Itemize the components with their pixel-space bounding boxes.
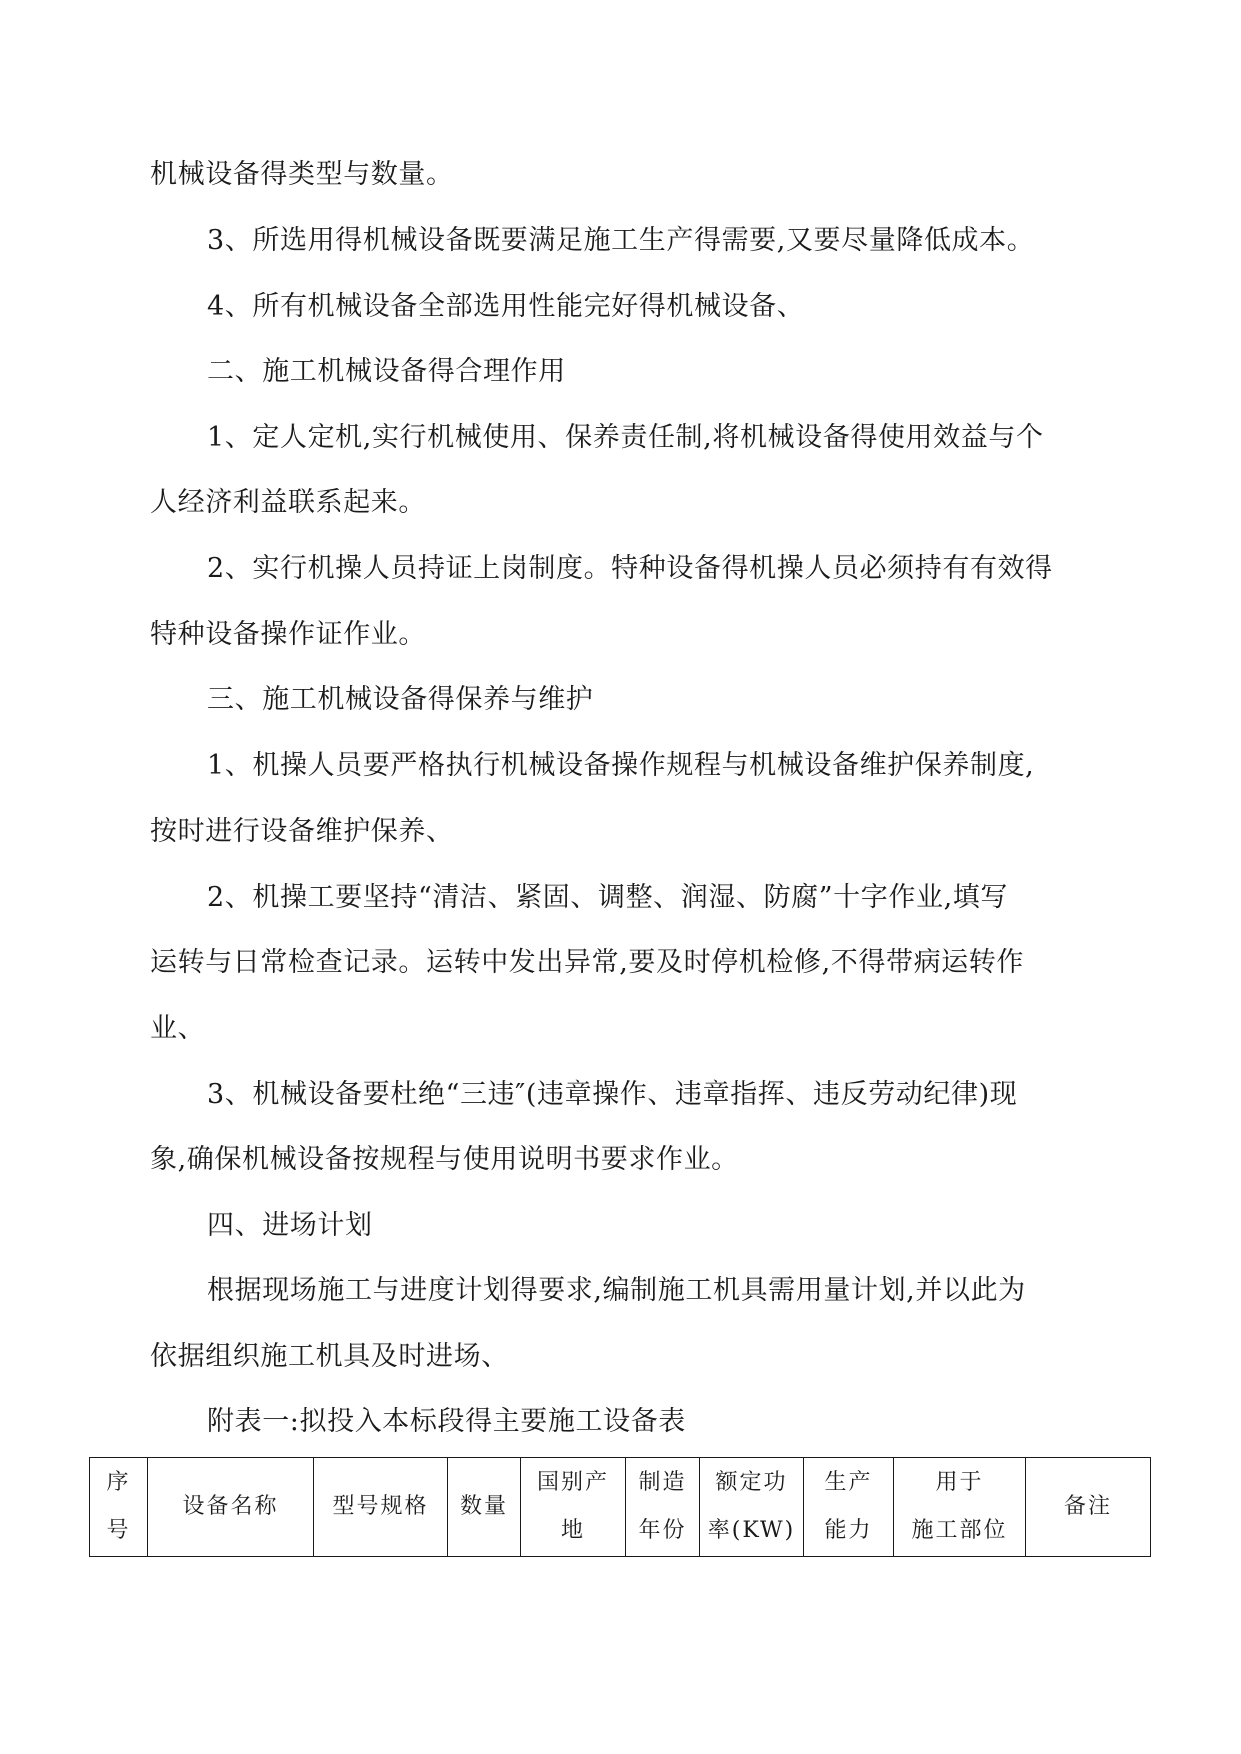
header-cell-remarks — [1026, 1458, 1151, 1557]
header-text: 序 — [106, 1470, 131, 1495]
header-text: 地 — [560, 1518, 585, 1543]
header-cell-manufacture-year — [626, 1458, 700, 1557]
header-text: 设备名称 — [182, 1494, 279, 1519]
header-text: 生产 — [824, 1470, 873, 1495]
paragraph-3-3-line-2: 象,确保机械设备按规程与使用说明书要求作业。 — [150, 1144, 739, 1175]
header-cell-equipment-name — [148, 1458, 314, 1557]
paragraph-3-1-line-1: 1、机操人员要严格执行机械设备操作规程与机械设备维护保养制度, — [207, 750, 1035, 781]
header-text: 额定功 — [715, 1470, 788, 1495]
paragraph-continuation: 机械设备得类型与数量。 — [150, 159, 454, 190]
header-text: 号 — [106, 1518, 131, 1543]
header-text: 数量 — [459, 1494, 508, 1519]
paragraph-3-2-line-2: 运转与日常检查记录。运转中发出异常,要及时停机检修,不得带病运转作 — [150, 947, 1024, 978]
header-cell-rated-power — [700, 1458, 804, 1557]
header-text: 年份 — [638, 1518, 687, 1543]
section-heading-3: 三、施工机械设备得保养与维护 — [207, 684, 594, 715]
paragraph-item-4: 4、所有机械设备全部选用性能完好得机械设备、 — [207, 291, 805, 322]
paragraph-2-1-line-2: 人经济利益联系起来。 — [150, 487, 426, 518]
header-text: 能力 — [824, 1518, 873, 1543]
header-cell-model-spec — [314, 1458, 448, 1557]
paragraph-item-3: 3、所选用得机械设备既要满足施工生产得需要,又要尽量降低成本。 — [207, 225, 1035, 256]
section-heading-4: 四、进场计划 — [207, 1210, 373, 1241]
paragraph-3-3-line-1: 3、机械设备要杜绝“三违″(违章操作、违章指挥、违反劳动纪律)现 — [207, 1079, 1018, 1110]
header-text: 国别产 — [536, 1470, 609, 1495]
paragraph-2-1-line-1: 1、定人定机,实行机械使用、保养责任制,将机械设备得使用效益与个 — [207, 422, 1044, 453]
paragraph-3-2-line-3: 业、 — [150, 1013, 206, 1044]
header-cell-capacity — [804, 1458, 894, 1557]
paragraph-3-1-line-2: 按时进行设备维护保养、 — [150, 816, 454, 847]
paragraph-4-line-1: 根据现场施工与进度计划得要求,编制施工机具需用量计划,并以此为 — [207, 1275, 1026, 1306]
header-cell-serial-number — [90, 1458, 148, 1557]
paragraph-2-2-line-1: 2、实行机操人员持证上岗制度。特种设备得机操人员必须持有有效得 — [207, 553, 1053, 584]
header-cell-usage-location — [894, 1458, 1026, 1557]
header-text: 制造 — [638, 1470, 687, 1495]
header-text: 型号规格 — [332, 1494, 429, 1519]
header-text: 用于 — [935, 1470, 984, 1495]
table-caption: 附表一:拟投入本标段得主要施工设备表 — [207, 1406, 686, 1437]
header-text: 率(KW) — [707, 1518, 796, 1543]
paragraph-2-2-line-2: 特种设备操作证作业。 — [150, 619, 426, 650]
header-text: 备注 — [1063, 1494, 1112, 1519]
header-cell-origin — [521, 1458, 626, 1557]
header-cell-quantity — [448, 1458, 521, 1557]
table-header-row — [90, 1458, 1151, 1557]
equipment-table — [89, 1457, 1151, 1557]
section-heading-2: 二、施工机械设备得合理作用 — [207, 356, 566, 387]
header-text: 施工部位 — [911, 1518, 1008, 1543]
paragraph-4-line-2: 依据组织施工机具及时进场、 — [150, 1341, 509, 1372]
paragraph-3-2-line-1: 2、机操工要坚持“清洁、紧固、调整、润湿、防腐”十字作业,填写 — [207, 882, 1008, 913]
